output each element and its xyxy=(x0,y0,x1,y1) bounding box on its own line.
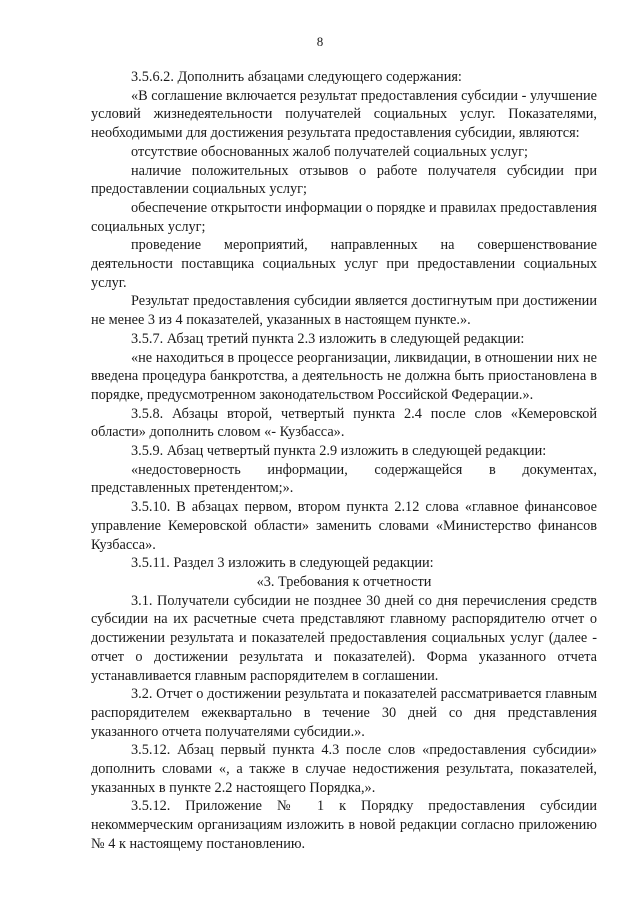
paragraph-reorganization: «не находиться в процессе реорганизации, ликвидации, в отношении них не введена процедура банкротства, а деятельность не должна быть приостановлена в порядке, предусмотренном законодательством Российской Федерации.». xyxy=(91,349,597,403)
paragraph-3-5-9: 3.5.9. Абзац четвертый пункта 2.9 изложить в следующей редакции: xyxy=(131,443,547,460)
paragraph-3-5-8: 3.5.8. Абзацы второй, четвертый пункта 2.4 после слов «Кемеровской области» дополнить словом «- Кузбасса». xyxy=(91,405,597,441)
paragraph-3-5-7: 3.5.7. Абзац третий пункта 2.3 изложить в следующей редакции: xyxy=(131,330,525,347)
paragraph-indicator-openness: обеспечение открытости информации о порядке и правилах предоставления социальных услуг; xyxy=(91,199,597,235)
paragraph-3-5-12-first: 3.5.12. Абзац первый пункта 4.3 после слов «предоставления субсидии» дополнить словами «, а также в случае недостижения результата, показателей, указанных в пункте 2.2 настоящего Порядка,». xyxy=(91,742,597,796)
paragraph-indicator-complaints: отсутствие обоснованных жалоб получателей социальных услуг; xyxy=(131,143,528,160)
paragraph-3-5-12-second: 3.5.12. Приложение № 1 к Порядку предоставления субсидии некоммерческим организациям изложить в новой редакции согласно приложению № 4 к настоящему постановлению. xyxy=(91,798,597,852)
paragraph-unreliable-info: «недостоверность информации, содержащейся в документах, представленных претендентом;». xyxy=(91,461,597,497)
paragraph-3-5-6-2: 3.5.6.2. Дополнить абзацами следующего содержания: xyxy=(131,69,462,85)
paragraph-subsidy-result: «В соглашение включается результат предоставления субсидии - улучшение условий жизнедеятельности получателей социальных услуг. Показателями, необходимыми для достижения результата предоставления субсидии, являются: xyxy=(91,87,597,142)
section-heading-reporting: «3. Требования к отчетности xyxy=(256,573,432,590)
paragraph-result-achieved: Результат предоставления субсидии является достигнутым при достижении не менее 3 из 4 показателей, указанных в настоящем пункте.». xyxy=(91,293,597,329)
page-number: 8 xyxy=(316,34,324,49)
paragraph-3-5-11: 3.5.11. Раздел 3 изложить в следующей редакции: xyxy=(131,555,434,572)
document-body xyxy=(91,68,597,854)
paragraph-3-5-10: 3.5.10. В абзацах первом, втором пункта 2.12 слова «главное финансовое управление Кемеровской области» заменить словами «Министерство финансов Кузбасса». xyxy=(91,499,597,553)
paragraph-indicator-events: проведение мероприятий, направленных на совершенствование деятельности поставщика социальных услуг при предоставлении социальных услуг. xyxy=(91,237,597,291)
paragraph-3-1: 3.1. Получатели субсидии не позднее 30 дней со дня перечисления средств субсидии на их расчетные счета представляют главному распорядителю отчет о достижении результата и показателей предоставления социальных услуг (далее - отчет о достижении результата и показателей). Форма указанного отчета устанавливается главным распорядителем в соглашении. xyxy=(91,592,597,684)
paragraph-3-2: 3.2. Отчет о достижении результата и показателей рассматривается главным распорядителем ежеквартально в течение 30 дней со дня представления указанного отчета получателями субсидии.». xyxy=(91,686,597,740)
paragraph-indicator-reviews: наличие положительных отзывов о работе получателя субсидии при предоставлении социальных услуг; xyxy=(91,162,597,198)
